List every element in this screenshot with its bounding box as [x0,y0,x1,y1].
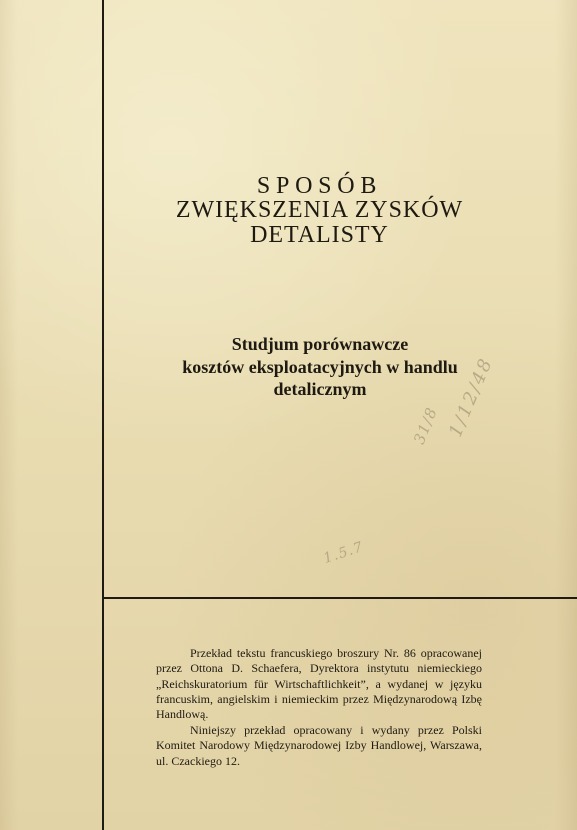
subtitle-line-3: detalicznym [273,379,367,399]
subtitle-line-1: Studjum porównawcze [231,334,409,354]
pencil-handwriting-mark: 31/8 [410,404,442,447]
pencil-handwriting-mark: 1/12/48 [445,354,498,441]
vertical-rule [102,0,104,830]
horizontal-rule [102,597,577,599]
subtitle-line-2: kosztów eksploatacyjnych w handlu [182,356,458,377]
title-block [105,174,534,247]
pencil-handwriting-mark: 1.5.7 [321,539,366,567]
note-paragraph-1: Przekład tekstu francuskiego broszury Nr. 86 opracowanej przez Ottona D. Schaefera, Dyrektora instytutu niemieckiego „Reichskuratorium für Wirtschaftlichkeit”, a wydanej w języku francuskim, angielskim i niemieckim przez Międzynarodową Izbę Handlową. [156,646,482,722]
title-line-1: SPOSÓB [256,173,383,199]
title-line-3: DETALISTY [250,221,389,248]
title-line-2: ZWIĘKSZENIA ZYSKÓW [175,197,464,224]
publication-note [156,646,482,769]
note-paragraph-2: Niniejszy przekład opracowany i wydany przez Polski Komitet Narodowy Międzynarodowej Izby Handlowej, Warszawa, ul. Czackiego 12. [156,722,482,768]
